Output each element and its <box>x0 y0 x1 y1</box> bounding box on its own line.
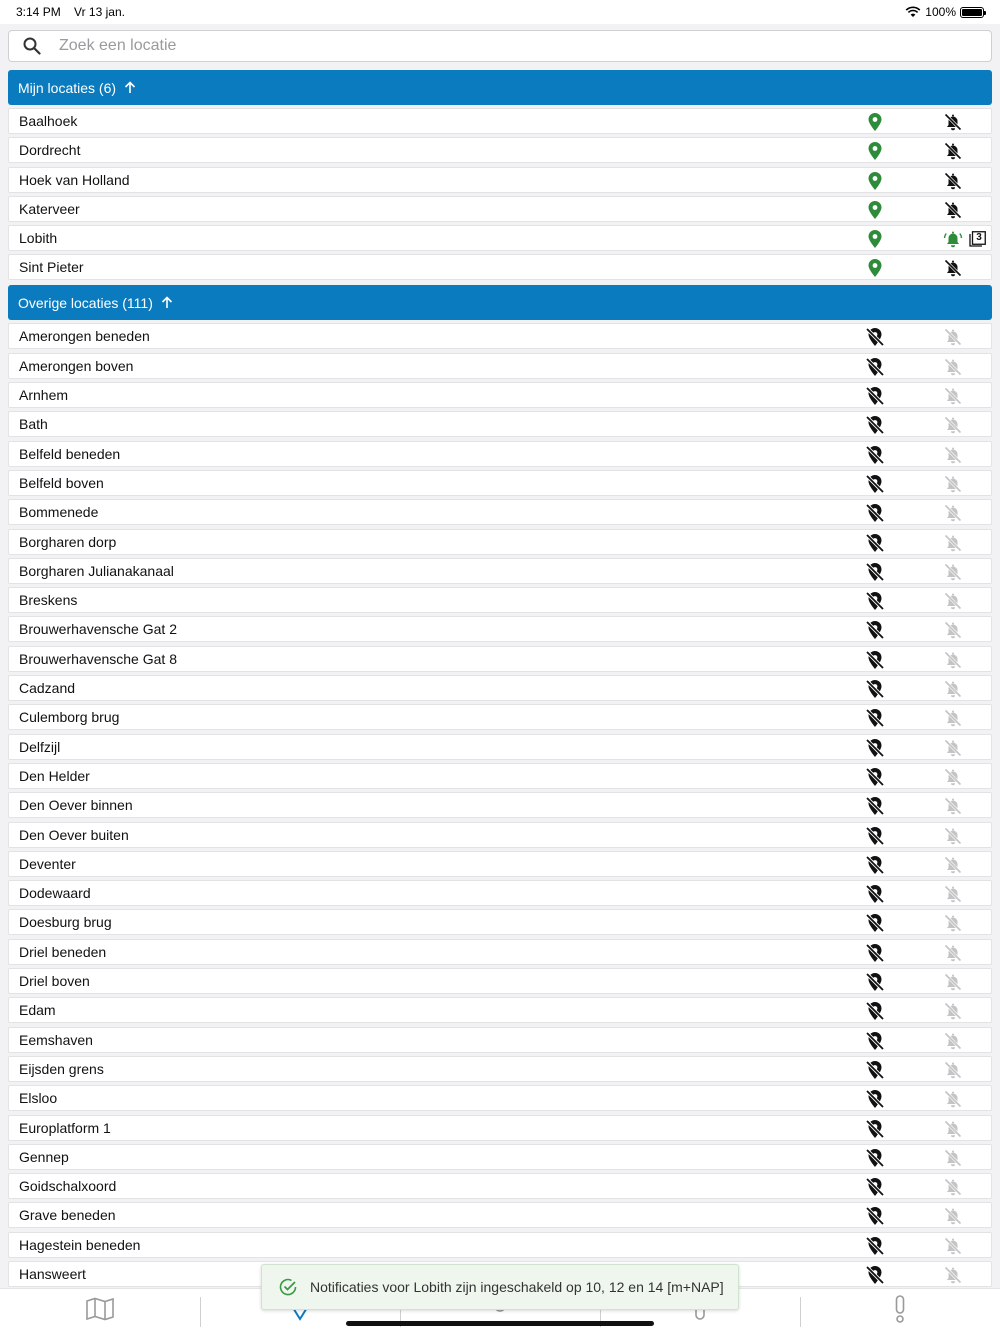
location-name: Den Oever binnen <box>19 797 133 814</box>
location-row[interactable] <box>8 1173 992 1199</box>
bell-off-icon[interactable] <box>943 1060 963 1080</box>
info-icon <box>885 1294 915 1329</box>
location-pin-off-icon[interactable] <box>865 738 885 758</box>
bell-off-icon[interactable] <box>943 1001 963 1021</box>
bell-off-icon[interactable] <box>943 1177 963 1197</box>
location-pin-icon[interactable] <box>865 258 885 278</box>
map-icon <box>85 1297 115 1326</box>
location-pin-off-icon[interactable] <box>865 533 885 553</box>
bell-off-icon[interactable] <box>943 1236 963 1256</box>
bell-off-icon[interactable] <box>943 327 963 347</box>
location-name: Den Oever buiten <box>19 826 129 843</box>
location-name: Brouwerhavensche Gat 8 <box>19 650 177 667</box>
my-locations-list <box>8 108 992 280</box>
location-name: Borgharen dorp <box>19 533 117 550</box>
bell-off-icon[interactable] <box>943 141 963 161</box>
search-input[interactable] <box>59 37 991 55</box>
location-name: Grave beneden <box>19 1207 116 1224</box>
location-name: Sint Pieter <box>19 259 84 276</box>
location-pin-off-icon[interactable] <box>865 650 885 670</box>
bell-off-icon[interactable] <box>943 533 963 553</box>
location-row[interactable] <box>8 411 992 437</box>
location-pin-off-icon[interactable] <box>865 474 885 494</box>
location-name: Delfzijl <box>19 738 61 755</box>
location-row[interactable] <box>8 704 992 730</box>
bell-off-icon[interactable] <box>943 1031 963 1051</box>
tab-info[interactable] <box>800 1289 1000 1334</box>
arrow-up-icon <box>161 296 173 309</box>
location-name: Hagestein beneden <box>19 1236 141 1253</box>
location-pin-off-icon[interactable] <box>865 1001 885 1021</box>
bell-off-icon[interactable] <box>943 1148 963 1168</box>
notification-toast <box>261 1264 739 1310</box>
bell-off-icon[interactable] <box>943 112 963 132</box>
my-locations-title: Mijn locaties (6) <box>18 79 117 96</box>
location-row[interactable] <box>8 382 992 408</box>
bell-off-icon[interactable] <box>943 415 963 435</box>
search-box[interactable] <box>8 30 992 62</box>
location-row[interactable] <box>8 792 992 818</box>
location-pin-off-icon[interactable] <box>865 445 885 465</box>
bell-off-icon[interactable] <box>943 1119 963 1139</box>
bell-off-icon[interactable] <box>943 943 963 963</box>
location-row[interactable] <box>8 254 992 280</box>
location-name: Dordrecht <box>19 142 81 159</box>
location-pin-off-icon[interactable] <box>865 1265 885 1285</box>
location-name: Bath <box>19 416 48 433</box>
location-row[interactable] <box>8 1056 992 1082</box>
battery-percentage: 100% <box>925 5 956 19</box>
location-name: Brouwerhavensche Gat 2 <box>19 621 177 638</box>
location-pin-off-icon[interactable] <box>865 884 885 904</box>
location-row[interactable] <box>8 675 992 701</box>
other-locations-title: Overige locaties (111) <box>18 294 153 311</box>
battery-icon <box>960 7 984 18</box>
home-indicator <box>346 1321 654 1326</box>
location-name: Lobith <box>19 230 58 247</box>
location-row[interactable] <box>8 734 992 760</box>
tab-map[interactable] <box>0 1289 200 1334</box>
search-icon <box>23 37 41 55</box>
location-row[interactable] <box>8 1027 992 1053</box>
notification-count-icon[interactable] <box>969 231 986 247</box>
location-row[interactable] <box>8 997 992 1023</box>
bell-off-icon[interactable] <box>943 200 963 220</box>
location-row[interactable] <box>8 587 992 613</box>
location-row[interactable] <box>8 968 992 994</box>
bell-off-icon[interactable] <box>943 738 963 758</box>
bell-off-icon[interactable] <box>943 445 963 465</box>
location-row[interactable] <box>8 167 992 193</box>
location-pin-off-icon[interactable] <box>865 913 885 933</box>
location-pin-off-icon[interactable] <box>865 1177 885 1197</box>
location-pin-off-icon[interactable] <box>865 620 885 640</box>
location-pin-off-icon[interactable] <box>865 1119 885 1139</box>
location-name: Doesburg brug <box>19 914 112 931</box>
location-name: Elsloo <box>19 1090 58 1107</box>
location-row[interactable] <box>8 470 992 496</box>
other-locations-header[interactable] <box>8 285 992 320</box>
status-time: 3:14 PM <box>16 5 61 19</box>
location-pin-off-icon[interactable] <box>865 327 885 347</box>
status-date: Vr 13 jan. <box>74 5 125 19</box>
toast-message: Notificaties voor Lobith zijn ingeschakeld op 10, 12 en 14 [m+NAP] <box>310 1279 724 1295</box>
location-row[interactable] <box>8 822 992 848</box>
location-pin-off-icon[interactable] <box>865 943 885 963</box>
bell-off-icon[interactable] <box>943 474 963 494</box>
location-row[interactable] <box>8 529 992 555</box>
location-name: Gennep <box>19 1148 69 1165</box>
location-row[interactable] <box>8 1144 992 1170</box>
location-name: Belfeld beneden <box>19 445 121 462</box>
location-name: Driel boven <box>19 973 90 990</box>
bell-off-icon[interactable] <box>943 679 963 699</box>
bell-off-icon[interactable] <box>943 767 963 787</box>
bell-off-icon[interactable] <box>943 1206 963 1226</box>
location-pin-off-icon[interactable] <box>865 415 885 435</box>
location-name: Eemshaven <box>19 1031 93 1048</box>
location-pin-off-icon[interactable] <box>865 591 885 611</box>
bell-off-icon[interactable] <box>943 972 963 992</box>
status-right <box>905 5 984 19</box>
location-pin-off-icon[interactable] <box>865 1148 885 1168</box>
bell-off-icon[interactable] <box>943 562 963 582</box>
location-pin-off-icon[interactable] <box>865 386 885 406</box>
location-name: Hoek van Holland <box>19 171 130 188</box>
bell-off-icon[interactable] <box>943 357 963 377</box>
location-name: Katerveer <box>19 200 80 217</box>
search-bar <box>0 24 1000 62</box>
location-name: Deventer <box>19 855 76 872</box>
location-pin-off-icon[interactable] <box>865 708 885 728</box>
location-name: Edam <box>19 1002 56 1019</box>
location-row[interactable] <box>8 646 992 672</box>
bell-off-icon[interactable] <box>943 591 963 611</box>
location-name: Culemborg brug <box>19 709 120 726</box>
location-name: Hansweert <box>19 1265 86 1282</box>
notification-count: 3 <box>976 232 982 244</box>
location-name: Breskens <box>19 592 78 609</box>
location-name: Borgharen Julianakanaal <box>19 562 174 579</box>
location-row[interactable] <box>8 137 992 163</box>
location-name: Driel beneden <box>19 943 107 960</box>
location-name: Belfeld boven <box>19 474 104 491</box>
location-row[interactable] <box>8 616 992 642</box>
arrow-up-icon <box>124 81 136 94</box>
bell-off-icon[interactable] <box>943 258 963 278</box>
location-row[interactable] <box>8 499 992 525</box>
location-pin-off-icon[interactable] <box>865 679 885 699</box>
location-row[interactable] <box>8 1232 992 1258</box>
location-pin-off-icon[interactable] <box>865 357 885 377</box>
location-name: Dodewaard <box>19 885 91 902</box>
bell-off-icon[interactable] <box>943 171 963 191</box>
location-row[interactable] <box>8 909 992 935</box>
location-name: Den Helder <box>19 767 90 784</box>
bell-off-icon[interactable] <box>943 503 963 523</box>
location-row[interactable] <box>8 225 992 251</box>
location-pin-off-icon[interactable] <box>865 1031 885 1051</box>
bell-off-icon[interactable] <box>943 650 963 670</box>
bell-off-icon[interactable] <box>943 796 963 816</box>
location-pin-off-icon[interactable] <box>865 767 885 787</box>
bell-off-icon[interactable] <box>943 386 963 406</box>
location-row[interactable] <box>8 353 992 379</box>
location-row[interactable] <box>8 851 992 877</box>
location-pin-off-icon[interactable] <box>865 1206 885 1226</box>
bell-off-icon[interactable] <box>943 826 963 846</box>
location-pin-icon[interactable] <box>865 229 885 249</box>
location-pin-off-icon[interactable] <box>865 1236 885 1256</box>
location-row[interactable] <box>8 558 992 584</box>
bell-off-icon[interactable] <box>943 855 963 875</box>
location-pin-icon[interactable] <box>865 171 885 191</box>
bell-off-icon[interactable] <box>943 913 963 933</box>
location-name: Arnhem <box>19 387 69 404</box>
location-row[interactable] <box>8 1202 992 1228</box>
bell-off-icon[interactable] <box>943 620 963 640</box>
bell-off-icon[interactable] <box>943 884 963 904</box>
bell-off-icon[interactable] <box>943 1265 963 1285</box>
location-pin-icon[interactable] <box>865 112 885 132</box>
location-name: Eijsden grens <box>19 1060 104 1077</box>
location-row[interactable] <box>8 196 992 222</box>
location-pin-off-icon[interactable] <box>865 1060 885 1080</box>
location-name: Bommenede <box>19 504 99 521</box>
location-pin-off-icon[interactable] <box>865 855 885 875</box>
my-locations-header[interactable] <box>8 70 992 105</box>
location-pin-off-icon[interactable] <box>865 796 885 816</box>
location-pin-icon[interactable] <box>865 141 885 161</box>
location-row[interactable] <box>8 1115 992 1141</box>
location-row[interactable] <box>8 880 992 906</box>
location-name: Cadzand <box>19 680 76 697</box>
location-row[interactable] <box>8 939 992 965</box>
location-name: Europlatform 1 <box>19 1119 111 1136</box>
bell-off-icon[interactable] <box>943 1089 963 1109</box>
location-name: Baalhoek <box>19 113 78 129</box>
location-pin-off-icon[interactable] <box>865 1089 885 1109</box>
location-pin-off-icon[interactable] <box>865 972 885 992</box>
location-row[interactable] <box>8 1085 992 1111</box>
location-row[interactable] <box>8 763 992 789</box>
location-name: Goidschalxoord <box>19 1178 117 1195</box>
status-left <box>16 5 135 19</box>
location-pin-off-icon[interactable] <box>865 503 885 523</box>
location-name: Amerongen beneden <box>19 328 150 345</box>
location-name: Amerongen boven <box>19 357 134 374</box>
check-circle-icon <box>278 1277 298 1297</box>
wifi-icon <box>905 6 921 18</box>
location-pin-off-icon[interactable] <box>865 562 885 582</box>
other-locations-list <box>8 323 992 1287</box>
bell-off-icon[interactable] <box>943 708 963 728</box>
status-bar <box>0 0 1000 24</box>
bell-ring-icon[interactable] <box>943 229 963 249</box>
location-row[interactable] <box>8 108 992 134</box>
location-row[interactable] <box>8 323 992 349</box>
location-pin-icon[interactable] <box>865 200 885 220</box>
location-row[interactable] <box>8 441 992 467</box>
location-pin-off-icon[interactable] <box>865 826 885 846</box>
